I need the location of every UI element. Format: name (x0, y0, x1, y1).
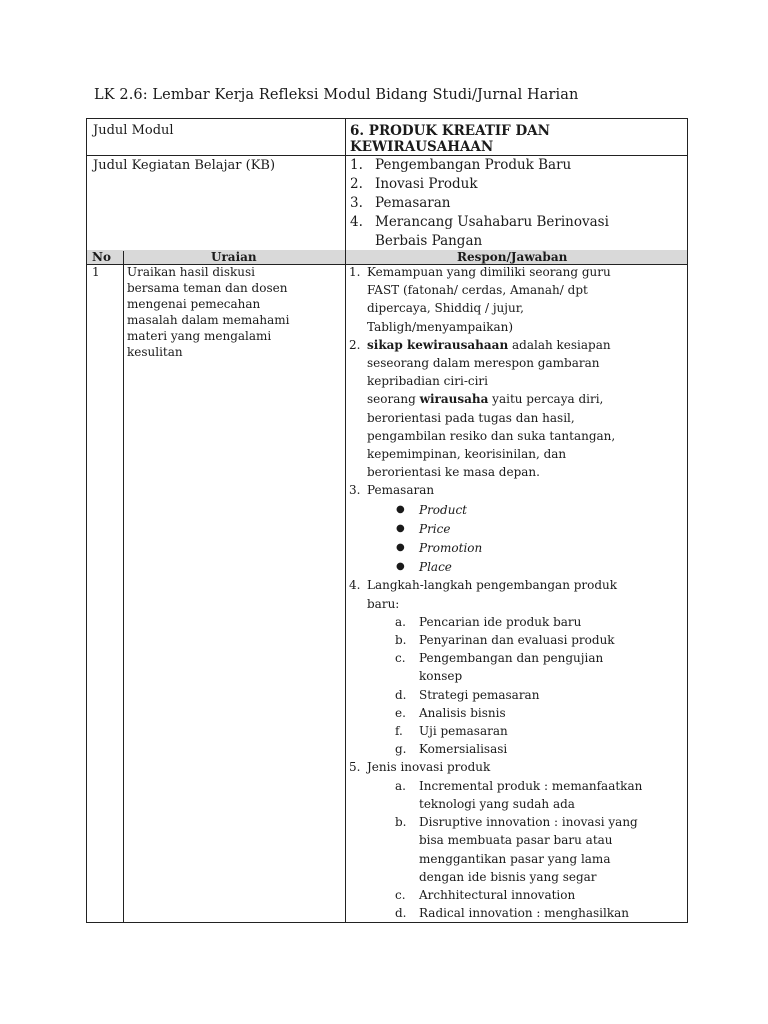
bullet-item: ● Product (349, 501, 683, 519)
bullet-item: ● Place (349, 558, 683, 576)
header-uraian: Uraian (211, 250, 257, 264)
bullet-icon: ● (396, 542, 405, 554)
sub-item: a. Incremental produk : memanfaatkan teknologi yang sudah ada (395, 778, 643, 811)
sub-item: e. Analisis bisnis (395, 705, 506, 720)
response-3: 3. Pemasaran (349, 483, 435, 498)
worksheet-table (86, 118, 688, 923)
kb-item: 4. Merancang Usahabaru Berinovasi Berbais Pangan (350, 214, 609, 249)
judul-modul-value-line1: 6. PRODUK KREATIF DAN (350, 123, 550, 139)
bullet-item: ● Price (349, 520, 683, 538)
row1-no: 1 (92, 265, 100, 279)
divider-label-value (345, 119, 346, 922)
row1-uraian: Uraikan hasil diskusi bersama teman dan dosen mengenai pemecahan masalah dalam memahami materi yang mengalami kesulitan (127, 265, 290, 359)
sub-item: g. Komersialisasi (395, 742, 508, 757)
bullet-icon: ● (396, 503, 405, 515)
sub-item: c. Archhitectural innovation (395, 887, 576, 902)
sub-item: a. Pencarian ide produk baru (395, 614, 582, 629)
judul-kb-label: Judul Kegiatan Belajar (KB) (93, 158, 276, 173)
judul-kb-list (350, 156, 680, 251)
response-2: 2. sikap kewirausahaan adalah kesiapan seseorang dalam merespon gambaran kepribadian ciri-ciri seorang wirausaha yaitu percaya diri, berorientasi pada tugas dan hasil, pengambilan resiko dan suka tantangan, kepemimpinan, keorisinilan, dan berorientasi ke masa depan. (349, 337, 616, 480)
judul-modul-label: Judul Modul (93, 123, 174, 138)
bullet-icon: ● (396, 561, 405, 573)
kb-item: 2. Inovasi Produk (350, 176, 478, 192)
bullet-item: ● Promotion (349, 539, 683, 557)
kb-item: 3. Pemasaran (350, 195, 451, 211)
divider-no-uraian (123, 251, 124, 922)
kb-item: 1. Pengembangan Produk Baru (350, 157, 572, 173)
sub-item: d. Radical innovation : menghasilkan (395, 906, 630, 921)
response-1: 1. Kemampuan yang dimiliki seorang guru FAST (fatonah/ cerdas, Amanah/ dpt dipercaya, Shiddiq / jujur, Tabligh/menyampaikan) (349, 265, 611, 334)
sub-item: d. Strategi pemasaran (395, 687, 540, 702)
sub-item: b. Penyarinan dan evaluasi produk (395, 633, 615, 648)
sub-item: c. Pengembangan dan pengujian konsep (395, 651, 604, 684)
header-respon: Respon/Jawaban (457, 250, 568, 264)
header-no: No (92, 250, 111, 264)
bullet-icon: ● (396, 522, 405, 534)
sub-item: f. Uji pemasaran (395, 724, 508, 739)
judul-modul-value-line2: KEWIRAUSAHAAN (350, 139, 494, 155)
response-5: 5. Jenis inovasi produk (349, 760, 491, 775)
document-title: LK 2.6: Lembar Kerja Refleksi Modul Bidang Studi/Jurnal Harian (94, 87, 579, 103)
response-4: 4. Langkah-langkah pengembangan produk baru: (349, 578, 618, 611)
sub-item: b. Disruptive innovation : inovasi yang bisa membuata pasar baru atau menggantikan pasar yang lama dengan ide bisnis yang segar (395, 815, 638, 884)
response-content (349, 263, 683, 922)
